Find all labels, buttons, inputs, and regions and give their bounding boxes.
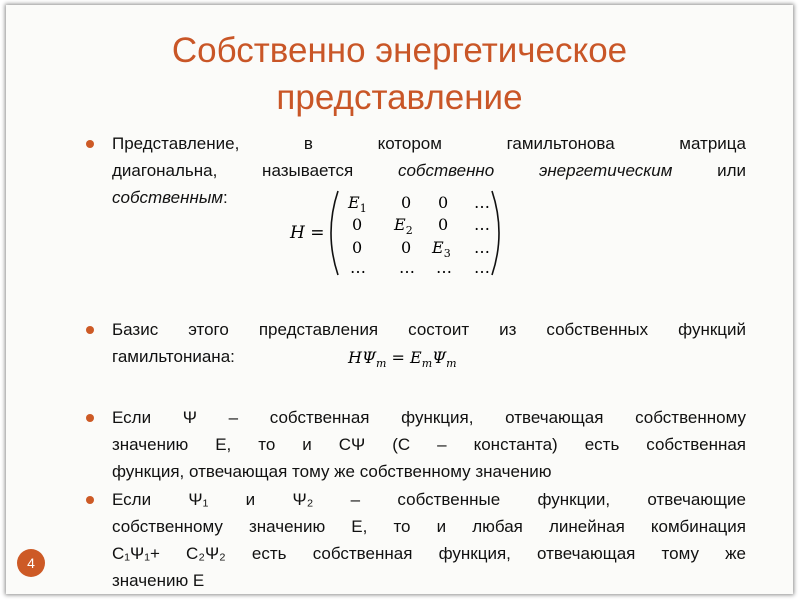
page-number-badge: 4	[17, 549, 45, 577]
bullet-marker	[86, 414, 94, 422]
bullet-4-line-4: значению Е	[112, 571, 205, 587]
emphasis-term: собственным	[112, 188, 224, 207]
bullet-4-text	[112, 486, 746, 587]
hamiltonian-matrix-equation	[286, 183, 506, 283]
bullet-4-line-3: С₁Ψ₁+ С₂Ψ₂ есть собственная функция, отвечающая тому же	[112, 544, 746, 563]
matrix-cell: …	[474, 193, 490, 212]
matrix-cell: $E_2$	[394, 215, 413, 237]
slide-title	[6, 27, 793, 121]
matrix-cell: 0	[438, 193, 449, 212]
bullet-1-line-2: диагональна, называется собственно энергетическим или	[112, 161, 746, 180]
matrix-cell: …	[474, 258, 490, 277]
matrix-cell: …	[474, 238, 490, 257]
title-line-1: Собственно энергетическое	[171, 31, 628, 70]
bullet-3-line-3: функция, отвечающая тому же собственному значению	[112, 462, 552, 481]
bullet-marker	[86, 326, 94, 334]
bullet-1-line-1: Представление, в котором гамильтонова матрица	[112, 134, 746, 153]
eigen-equation-text: $H\Psi_m = E_m\Psi_m$	[348, 348, 457, 370]
bullet-2-line-2: гамильтониана:	[112, 347, 235, 366]
matrix-cell: 0	[401, 238, 412, 257]
matrix-cell: $E_1$	[348, 193, 367, 215]
matrix-cell: 0	[401, 193, 412, 212]
matrix-cell: …	[350, 258, 366, 277]
bullet-2-line-1: Базис этого представления состоит из собственных функций	[112, 320, 746, 339]
emphasis-term: собственно энергетическим	[397, 161, 673, 180]
matrix-cell: 0	[352, 215, 363, 234]
bullet-marker	[86, 140, 94, 148]
eigenvalue-equation	[346, 343, 496, 373]
bullet-3-line-2: значению Е, то и СΨ (С – константа) есть собственная	[112, 435, 746, 454]
matrix-lhs: H =	[290, 223, 325, 243]
matrix-cells	[347, 193, 490, 277]
slide	[6, 5, 793, 594]
matrix-cell: …	[474, 215, 490, 234]
right-paren	[492, 191, 499, 275]
matrix-cell: $E_3$	[432, 238, 451, 260]
bullet-4-line-2: собственному значению Е, то и любая линейная комбинация	[112, 517, 746, 536]
bullet-marker	[86, 496, 94, 504]
left-paren	[331, 191, 338, 275]
bullet-3-text	[112, 404, 746, 485]
bullet-1-line-3: собственным:	[112, 188, 228, 207]
title-line-2: представление	[276, 78, 523, 117]
bullet-3-line-1: Если Ψ – собственная функция, отвечающая собственному	[112, 408, 746, 427]
matrix-cell: …	[399, 258, 415, 277]
matrix-cell: 0	[352, 238, 363, 257]
bullet-4-line-1: Если Ψ₁ и Ψ₂ – собственные функции, отвечающие	[112, 490, 746, 509]
matrix-cell: 0	[438, 215, 449, 234]
matrix-cell: …	[436, 258, 452, 277]
